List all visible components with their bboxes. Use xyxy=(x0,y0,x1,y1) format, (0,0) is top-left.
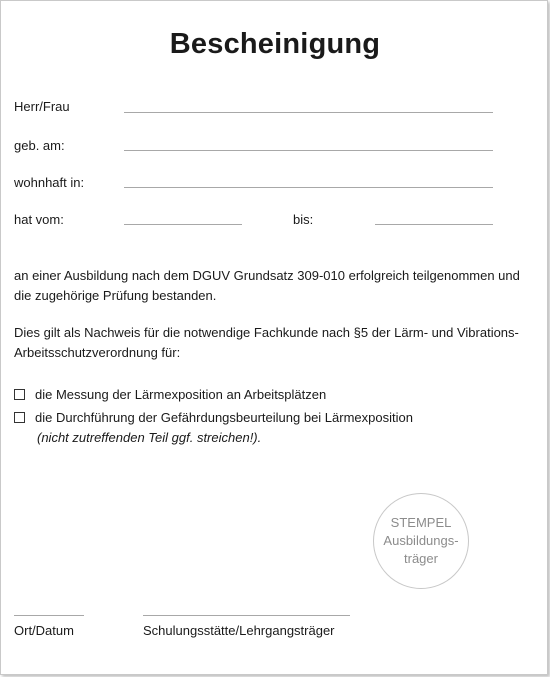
stamp-line-1: STEMPEL xyxy=(390,515,452,530)
checkbox-risk-assessment[interactable] xyxy=(14,412,25,423)
completion-paragraph: an einer Ausbildung nach dem DGUV Grundsatz 309-010 erfolgreich teilgenommen und die zugehörige Prüfung bestanden. xyxy=(14,268,520,303)
strike-note: (nicht zutreffenden Teil ggf. streichen!). xyxy=(37,430,262,445)
place-date-signature-line[interactable] xyxy=(14,615,84,616)
stamp-placeholder xyxy=(373,493,469,589)
stamp-line-2: Ausbildungs- xyxy=(383,533,459,548)
institution-signature-line[interactable] xyxy=(143,615,350,616)
option-risk-assessment-label: die Durchführung der Gefährdungsbeurteilung bei Lärmexposition xyxy=(35,410,413,425)
option-measurement-label: die Messung der Lärmexposition an Arbeitsplätzen xyxy=(35,387,327,402)
to-date-label: bis: xyxy=(293,212,314,227)
stamp-line-3: träger xyxy=(404,551,438,566)
residence-label: wohnhaft in: xyxy=(14,175,85,190)
checkbox-measurement[interactable] xyxy=(14,389,25,400)
birth-date-field-line[interactable] xyxy=(124,150,493,151)
page-title: Bescheinigung xyxy=(169,28,381,60)
from-date-label: hat vom: xyxy=(14,212,64,227)
birth-date-label: geb. am: xyxy=(14,138,65,153)
option-measurement[interactable] xyxy=(14,385,326,405)
qualification-paragraph: Dies gilt als Nachweis für die notwendige Fachkunde nach §5 der Lärm- und Vibrations-Arbeitsschutzverordnung für: xyxy=(14,325,519,360)
institution-label: Schulungsstätte/Lehrgangsträger xyxy=(143,623,335,638)
place-date-label: Ort/Datum xyxy=(14,623,74,638)
name-label: Herr/Frau xyxy=(14,99,70,114)
from-date-field-line[interactable] xyxy=(124,224,242,225)
residence-field-line[interactable] xyxy=(124,187,493,188)
option-risk-assessment[interactable] xyxy=(14,408,413,428)
name-field-line[interactable] xyxy=(124,112,493,113)
to-date-field-line[interactable] xyxy=(375,224,493,225)
